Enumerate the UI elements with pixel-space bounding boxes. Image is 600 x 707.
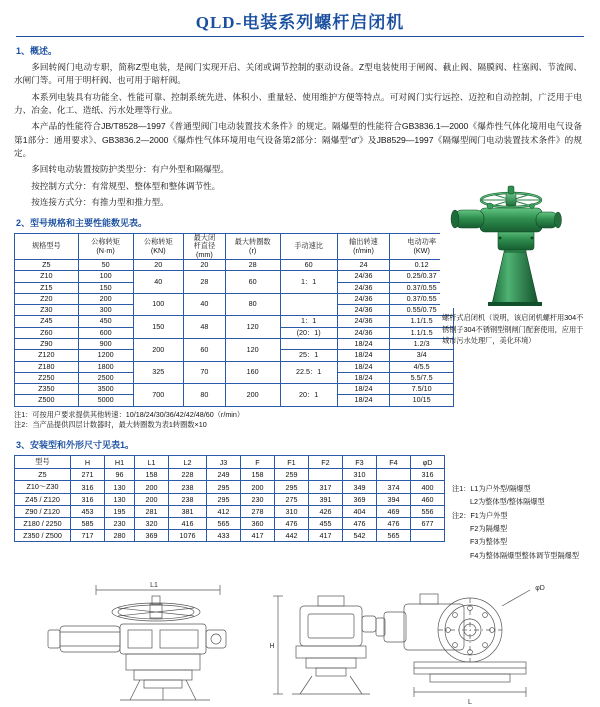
cell-thrust: 150 [133,316,183,339]
side-note-6: F4为整体隔爆型整体调节型隔爆型 [470,550,580,560]
dim-cell: 200 [241,481,275,494]
spec-note-1: 注1：可按用户要求提供其他转速：10/18/24/30/36/42/42/48/60（r/min） [14,409,245,419]
dim-cell: 316 [71,481,105,494]
dim-col-4: L2 [169,456,207,469]
dim-cell: Z350 / Z500 [15,530,71,542]
dim-cell: 238 [169,494,207,506]
overview-paragraph-6: 按连接方式分：有推力型和推力型。 [31,196,169,207]
table-row [15,316,454,327]
cell-turns2: 60 [280,259,337,270]
technical-drawings [0,568,600,707]
dim-cell: 404 [343,506,377,518]
dim-cell: 317 [309,481,343,494]
dim-cell: 469 [377,506,411,518]
dim-cell: 360 [241,518,275,530]
spec-table-body [15,259,454,406]
dim-cell: 369 [135,530,169,542]
dim-col-2: H1 [105,456,135,469]
table-row [15,361,454,372]
cell-model: Z15 [15,282,79,293]
dim-cell: 271 [71,469,105,481]
spec-col-ratio-label: 手动速比 [294,241,323,251]
dim-cell: 249 [207,469,241,481]
cell-speed: 18/24 [337,395,390,406]
table-row [15,506,445,518]
cell-turns: 120 [225,316,280,339]
table-row [15,293,454,304]
table-row [15,518,445,530]
dim-cell: 476 [343,518,377,530]
dim-cell [411,530,445,542]
dim-col-10: F4 [377,456,411,469]
spec-col-speed: 输出转速 (r/min) [337,234,390,260]
section-1-number: 1、 [16,46,31,56]
section-heading-dimensions [16,438,586,451]
spec-col-model-label: 规格型号 [31,241,61,251]
side-note-1: 注1：L1为户外型/隔爆型 [452,484,531,493]
cell-torque: 450 [78,316,133,327]
dim-cell: 295 [207,481,241,494]
cell-thrust: 40 [133,271,183,294]
dimension-header-row [15,456,445,469]
dim-cell: Z5 [15,469,71,481]
cell-turns: 80 [225,293,280,316]
dim-cell: 200 [135,481,169,494]
dim-cell: 391 [309,494,343,506]
cell-diameter: 20 [184,259,226,270]
section-heading-overview [16,44,586,57]
cell-power: 0.37/0.55 [390,293,454,304]
spec-col-ratio [280,234,337,260]
dim-cell: 310 [275,506,309,518]
actuator-caption: 螺杆式启闭机（说明，该启闭机螺杆用304不锈钢子304不锈钢型钢闸门配套使用，应用于城市污水处理厂，美化环境） [442,313,584,346]
table-row [15,338,454,349]
section-1-title: 概述。 [30,46,58,56]
cell-diameter: 28 [184,271,226,294]
dim-cell: 417 [241,530,275,542]
dim-cell: 310 [343,469,377,481]
cell-torque: 1800 [78,361,133,372]
cell-speed: 24/36 [337,282,390,293]
cell-ratio: 1：1 [280,271,337,294]
cell-torque: 900 [78,338,133,349]
cell-turns: 60 [225,271,280,294]
dim-cell: 281 [135,506,169,518]
cell-speed: 18/24 [337,338,390,349]
dim-cell: 295 [207,494,241,506]
cell-speed: 24 [337,259,390,270]
dim-cell: 442 [275,530,309,542]
dim-cell: 476 [377,518,411,530]
cell-power: 0.12 [390,259,454,270]
cell-ratio: 20：1 [280,384,337,407]
overview-paragraph-1: 多回转阀门电动专职，简称Z型电装，是阀门实现开启、关闭或调节控制的驱动设备。Z型电装使用于闸阀、截止阀、隔膜阀、柱塞阀、节流阀、水闸门等。可用于明杆阀、也可用于暗杆阀。 [14,62,582,86]
dim-cell: 400 [411,481,445,494]
drawing-group [0,568,600,707]
dim-cell: 278 [241,506,275,518]
overview-paragraph-2: 本系列电装具有功能全、性能可靠、控制系统先进、体积小、重量轻、使用维护方便等特点。可对阀门实行远控、迈控和自动控制，广泛用于电力、冶金、化工、造纸、污水处理等行业。 [14,91,582,115]
dim-col-1: H [71,456,105,469]
dim-cell: 130 [105,494,135,506]
overview-paragraph-3: 本产品的性能符合JB/T8528—1997《普通型阀门电动装置技术条件》的规定。隔爆型的性能符合GB3836.1—2000《爆炸性气体化境用电气设备第1部分：通用要求》、GB3836.2—2000《爆炸性气体环境用电气设备第2部分：隔爆型"d"》及JB8529—1997《隔爆型阀门电动装置技术条件》的规定。 [14,121,582,158]
cell-model: Z10 [15,271,79,282]
table-row [15,384,454,395]
dim-cell: 565 [207,518,241,530]
cell-power: 1.1/1.5 [390,316,454,327]
cell-ratio [280,293,337,316]
dim-col-5: J3 [207,456,241,469]
table-row [15,530,445,542]
cell-model: Z120 [15,350,79,361]
cell-torque: 200 [78,293,133,304]
cell-torque: 100 [78,271,133,282]
table-row [15,271,454,282]
drawing-label-l1: L1 [150,582,158,589]
cell-thrust: 100 [133,293,183,316]
dim-col-9: F3 [343,456,377,469]
spec-col-torque: 公称转矩 (N·m) [78,234,133,260]
cell-ratio: 25：1 [280,350,337,361]
dim-col-0: 型号 [15,456,71,469]
side-note-2: L2为整体型/整体隔爆型 [470,497,545,507]
dimension-table-body [15,469,445,542]
cell-torque: 50 [78,259,133,270]
dim-cell: 476 [275,518,309,530]
dim-cell: 453 [71,506,105,518]
cell-speed: 24/36 [337,327,390,338]
cell-power: 1.2/3 [390,338,454,349]
cell-thrust: 200 [133,338,183,361]
cell-model: Z350 [15,384,79,395]
cell-torque: 3500 [78,384,133,395]
dim-cell [309,469,343,481]
page-title: QLD-电装系列螺杆启闭机 [195,13,405,32]
cell-model: Z5 [15,259,79,270]
cell-speed: 18/24 [337,350,390,361]
cell-turns: 28 [225,259,280,270]
cell-torque: 2500 [78,372,133,383]
dim-col-6: F [241,456,275,469]
dim-cell: Z10～Z30 [15,481,71,494]
dimension-side-notes [452,482,592,562]
table-row [15,259,454,270]
side-note-5: F3为整体型 [470,537,508,547]
cell-speed: 18/24 [337,361,390,372]
side-note-3: 注2：F1为户外型 [452,510,508,520]
dim-cell: 394 [377,494,411,506]
cell-speed: 24/36 [337,293,390,304]
cell-turns: 120 [225,338,280,361]
cell-model: Z250 [15,372,79,383]
dim-cell: 195 [105,506,135,518]
drawing-label-phi-d: φD [535,585,545,592]
dim-cell: 717 [71,530,105,542]
cell-diameter: 48 [184,316,226,339]
cell-thrust: 20 [133,259,183,270]
section-2-title: 型号规格和主要性能数见表。 [30,218,148,229]
dim-cell: 130 [105,481,135,494]
cell-ratio: (20：1) [280,327,337,338]
dim-cell: 416 [169,518,207,530]
cell-power: 1.1/1.5 [390,327,454,338]
spec-col-turns: 最大转圈数 (r) [225,234,280,260]
cell-speed: 18/24 [337,384,390,395]
dim-cell: 374 [377,481,411,494]
dim-col-11: φD [411,456,445,469]
cell-power: 5.5/7.5 [390,372,454,383]
spec-table-header-row [15,234,454,260]
spec-col-power: 电动功率 (KW) [390,234,454,260]
cell-model: Z20 [15,293,79,304]
cell-ratio [280,338,337,349]
cell-model: Z45 [15,316,79,327]
drawing-label-h: H [269,643,275,650]
dim-cell: 417 [309,530,343,542]
actuator-illustration-block [440,178,590,347]
spec-col-thrust: 公称转矩 (KN) [133,234,183,260]
cell-diameter: 40 [184,293,226,316]
dim-cell: 381 [169,506,207,518]
dim-cell: 433 [207,530,241,542]
cell-power: 7.5/10 [390,384,454,395]
table-row [15,494,445,506]
table-row [15,481,445,494]
cell-model: Z500 [15,395,79,406]
dim-cell: 455 [309,518,343,530]
dim-cell: 412 [207,506,241,518]
cell-power: 4/5.5 [390,361,454,372]
cell-thrust: 325 [133,361,183,384]
dim-cell: 200 [135,494,169,506]
dim-cell: 316 [411,469,445,481]
dim-cell: 230 [105,518,135,530]
cell-thrust: 700 [133,384,183,407]
dim-cell: 96 [105,469,135,481]
section-2-number: 2、 [16,218,31,229]
overview-paragraph-4: 多回转电动装置按防护类型分：有户外型和隔爆型。 [31,164,229,175]
cell-turns: 200 [225,384,280,407]
dim-cell: 426 [309,506,343,518]
actuator-photo [440,178,590,308]
cell-model: Z180 [15,361,79,372]
dim-cell: 349 [343,481,377,494]
dim-cell: Z180 / 2250 [15,518,71,530]
cell-diameter: 60 [184,338,226,361]
cell-torque: 300 [78,305,133,316]
cell-speed: 24/36 [337,316,390,327]
spec-col-model [15,234,79,260]
dim-cell: 280 [105,530,135,542]
dim-cell: 158 [241,469,275,481]
cell-turns: 160 [225,361,280,384]
cell-diameter: 70 [184,361,226,384]
dim-cell [377,469,411,481]
cell-model: Z60 [15,327,79,338]
cell-power: 0.37/0.55 [390,282,454,293]
dim-cell: Z45 / Z120 [15,494,71,506]
spec-table-notes [14,410,586,432]
dim-cell: 295 [275,481,309,494]
dim-col-3: L1 [135,456,169,469]
cell-speed: 24/36 [337,305,390,316]
dim-cell: 275 [275,494,309,506]
side-note-4: F2为隔爆型 [470,523,508,533]
dim-cell: 259 [275,469,309,481]
dim-cell: 460 [411,494,445,506]
dim-cell: 677 [411,518,445,530]
table-row [15,469,445,481]
cell-ratio: 22.5：1 [280,361,337,384]
spec-col-diameter: 最大闭 杆直径 (mm) [184,234,226,260]
dim-cell: 158 [135,469,169,481]
section-3-title: 安装型和外形尺寸见表1。 [30,440,135,451]
cell-torque: 600 [78,327,133,338]
drawing-label-l: L [468,699,472,706]
cell-ratio: 1：1 [280,316,337,327]
cell-speed: 24/36 [337,271,390,282]
cell-model: Z30 [15,305,79,316]
cell-power: 3/4 [390,350,454,361]
dim-cell: 565 [377,530,411,542]
dim-cell: 320 [135,518,169,530]
spec-note-2: 注2：当产品提供四层计数器时，最大转圈数为表1转圈数×10 [14,420,207,430]
dim-cell: 228 [169,469,207,481]
dim-cell: 585 [71,518,105,530]
dim-cell: 238 [169,481,207,494]
cell-power: 0.25/0.37 [390,271,454,282]
cell-model: Z90 [15,338,79,349]
dim-cell: 556 [411,506,445,518]
dim-cell: Z90 / Z120 [15,506,71,518]
dim-col-7: F1 [275,456,309,469]
dim-cell: 1076 [169,530,207,542]
cell-torque: 5000 [78,395,133,406]
cell-diameter: 80 [184,384,226,407]
cell-speed: 18/24 [337,372,390,383]
spec-table [14,233,454,407]
cell-torque: 1200 [78,350,133,361]
dimension-table [14,455,445,542]
cell-torque: 150 [78,282,133,293]
dim-col-8: F2 [309,456,343,469]
dim-cell: 230 [241,494,275,506]
dim-cell: 542 [343,530,377,542]
overview-paragraph-5: 按控制方式分：有常规型、整体型和整体调节性。 [31,180,221,191]
dim-cell: 316 [71,494,105,506]
dim-cell: 369 [343,494,377,506]
cell-power: 10/15 [390,395,454,406]
section-3-number: 3、 [16,440,31,451]
cell-power: 0.55/0.75 [390,305,454,316]
title-divider [16,36,584,37]
